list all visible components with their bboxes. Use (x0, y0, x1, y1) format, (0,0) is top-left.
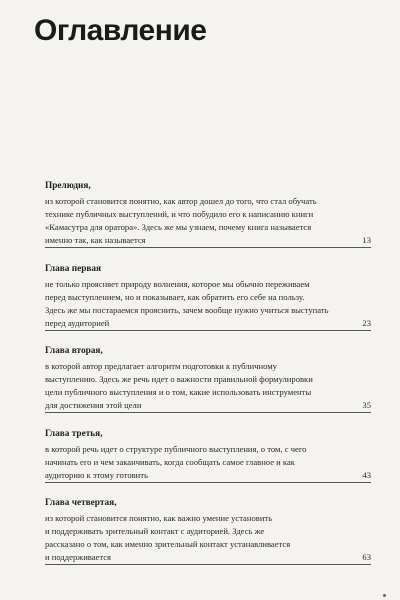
toc-entry-line: выступлению. Здесь же речь идет о важности правильной формулировки (45, 374, 313, 384)
toc-entry-line: в которой автор предлагает алгоритм подготовки к публичному (45, 361, 277, 371)
toc-entry-last-line (45, 399, 371, 413)
toc-entry-line: и поддерживается (45, 552, 111, 562)
toc-entry-title: Глава третья, (45, 428, 103, 439)
toc-page-number: 23 (362, 317, 371, 328)
toc-page-number: 43 (362, 469, 371, 480)
toc-entry-line: из которой становится понятно, как важно умение установить (45, 513, 273, 523)
page-title: Оглавление (34, 14, 207, 47)
toc-entry-title: Глава вторая, (45, 346, 103, 356)
toc-entry-last-line (45, 234, 371, 248)
toc-entry-line: Здесь же мы постараемся прояснить, зачем вообще нужно учиться выступать (45, 304, 329, 315)
table-of-contents (45, 180, 371, 580)
toc-entry-line: начинать его и чем заканчивать, когда сообщать самое главное и как (45, 456, 295, 467)
toc-entry-line: из которой становится понятно, как автор дошел до того, что стал обучать (45, 196, 317, 206)
toc-entry-line: рассказано о том, как именно зрительный контакт устанавливается (45, 539, 291, 549)
toc-entry-line: для достижения этой цели (45, 400, 142, 410)
toc-entry-line: аудиторию к этому готовить (45, 469, 148, 480)
toc-entry-line: «Камасутра для оратора». Здесь же мы узнаем, почему книга называется (45, 222, 312, 232)
toc-entry-last-line (45, 317, 371, 331)
toc-page-number: 13 (362, 235, 371, 245)
toc-page-number: 63 (362, 552, 371, 562)
toc-entry-line: в которой речь идет о структуре публичного выступления, о том, с чего (45, 443, 307, 454)
toc-entry-line: цели публичного выступления и о том, какие использовать инструменты (45, 387, 312, 397)
toc-entry-title: Глава четвертая, (45, 498, 117, 508)
toc-entry-last-line (45, 551, 371, 565)
toc-page-number: 35 (362, 400, 371, 410)
toc-entry-chapter-1 (45, 263, 371, 331)
toc-entry-chapter-4 (45, 497, 371, 565)
toc-entry-title: Глава первая (45, 263, 102, 274)
toc-entry-line: технике публичных выступлений, и что побудило его к написанию книги (45, 209, 314, 219)
toc-entry-chapter-3 (45, 428, 371, 483)
page-edge-mark (383, 594, 386, 597)
toc-entry-line: перед аудиторией (45, 317, 110, 328)
toc-entry-line: не только проясняет природу волнения, которое мы обычно переживаем (45, 278, 310, 289)
toc-entry-chapter-2 (45, 345, 371, 413)
toc-entry-prelude (45, 180, 371, 248)
toc-entry-line: перед выступлением, но и показывает, как обратить его себе на пользу. (45, 291, 305, 302)
toc-entry-line: именно так, как называется (45, 235, 146, 245)
toc-entry-title: Прелюдия, (45, 181, 91, 191)
toc-entry-line: и поддерживать зрительный контакт с аудиторией. Здесь же (45, 526, 265, 536)
toc-entry-last-line (45, 469, 371, 483)
